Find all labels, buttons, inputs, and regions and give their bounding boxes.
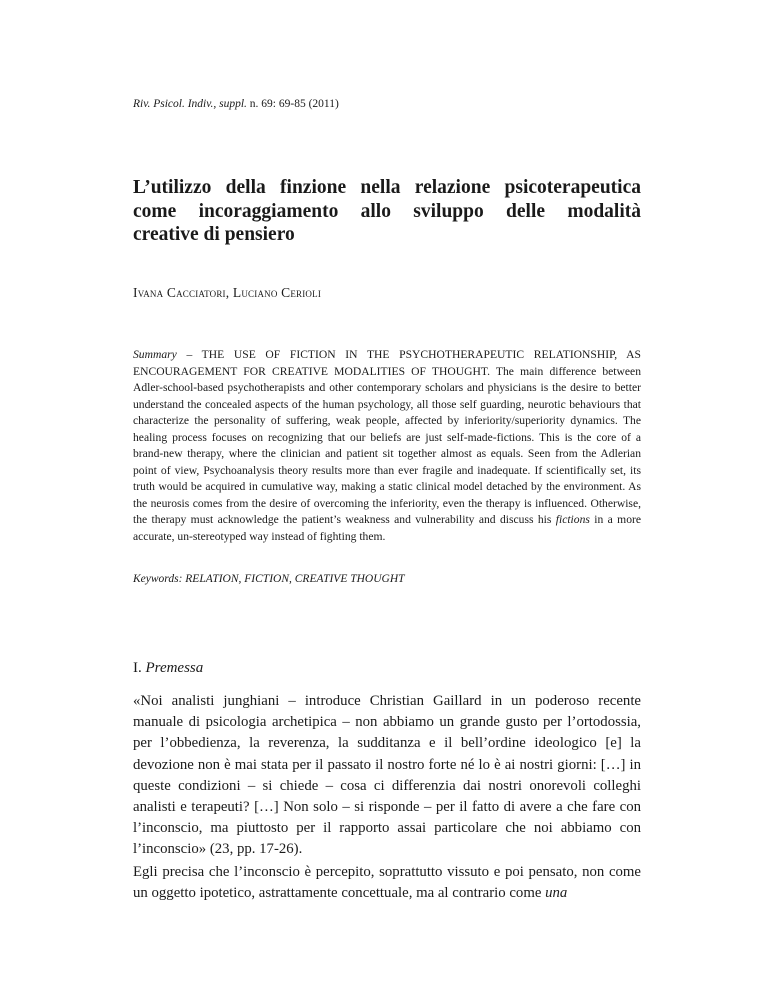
paragraph-2-text: Egli precisa che l’inconscio è percepito, soprattutto vissuto e poi pensato, non come un oggetto ipotetico, astrattamente concettuale, ma al contrario come [133,864,641,902]
section-number: I. [133,660,146,676]
title-line-2: come incoraggiamento allo sviluppo delle modalità [133,200,641,222]
section-heading [133,660,203,677]
body-paragraph-2 [133,862,641,904]
title-line-1: L’utilizzo della finzione nella relazione psicoterapeutica [133,177,641,198]
title-line-3: creative di pensiero [133,224,295,245]
keywords [133,573,405,585]
authors: Ivana Cacciatori, Luciano Cerioli [133,285,322,300]
body-paragraph-1: «Noi analisti junghiani – introduce Christian Gaillard in un poderoso recente manuale di psicologia archetipica – non abbiamo un grande gusto per l’ortodossia, per l’obbedienza, la reverenza, la sudditanza e il bell’ordine ideologico [e] la devozione non è mai stata per il passato il nostro forte né lo è ai nostri giorni: […] in queste condizioni – si chiede – cosa ci differenzia dai nostri onorevoli colleghi analisti e terapeuti? […] Non solo – si risponde – per il fatto di avere a che fare con l’inconscio, ma piuttosto per il rapporto assai particolare che noi abbiamo con l’inconscio» (23, pp. 17-26). [133,693,641,858]
journal-name: Riv. Psicol. Indiv., suppl. [133,98,247,110]
summary-italic-term: fictions [555,513,590,526]
journal-citation [133,98,339,110]
section-title: Premessa [145,660,204,676]
keywords-value: : RELATION, FICTION, CREATIVE THOUGHT [178,573,405,585]
summary-label: Summary [133,348,177,361]
summary-abstract [133,347,641,545]
summary-text: – THE USE OF FICTION IN THE PSYCHOTHERAPEUTIC RELATIONSHIP, AS ENCOURAGEMENT FOR CREATIVE MODALITIES OF THOUGHT. The main difference between Adler-school-based psychotherapists and other contemporary scholars and physicians is the desire to better understand the concealed aspects of the human psychology, all those self guarding, neurotic behaviours that characterize the personality of suffering, weak people, affected by inferiority/superiority dynamics. The healing process focuses on recognizing that our beliefs are just self-made-fictions. This is the core of a brand-new therapy, where the clinician and patient sit together almost as equals. Seen from the Adlerian point of view, Psychoanalysis theory results more than ever fragile and inadequate. If scientifically set, its truth would be acquired in cumulative way, making a static clinical model detached by the environment. As the neurosis comes from the desire of overcoming the inferiority, even the therapy is influenced. Otherwise, the therapy must acknowledge the patient’s weakness and vulnerability and discuss his [133,348,641,526]
keywords-label: Keywords [133,573,179,585]
article-title [133,176,641,247]
paragraph-2-italic-end: una [545,885,568,902]
citation-issue: n. 69: 69-85 (2011) [246,98,339,110]
summary-text-end: in a more accurate, un-stereotyped way instead of fighting them. [133,513,641,543]
